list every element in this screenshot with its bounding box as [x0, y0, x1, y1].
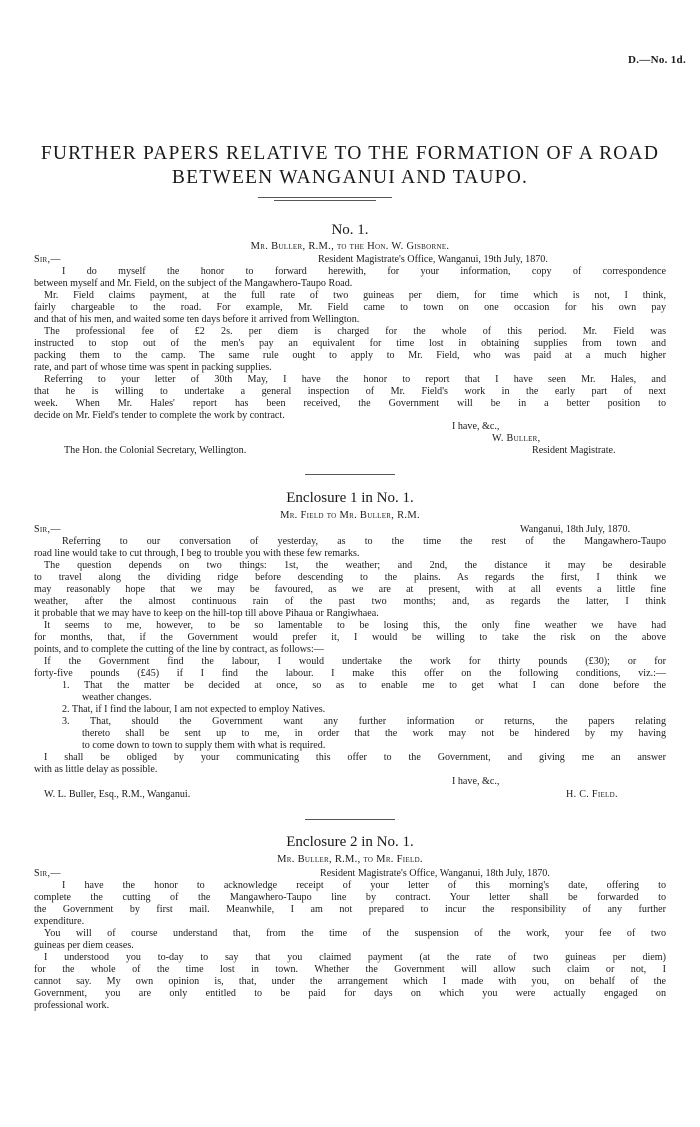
enclosure1-condition: 3. That, should the Government want any further information or returns, the papers relating: [62, 716, 666, 727]
enclosure1-condition: 2. That, if I find the labour, I am not expected to employ Natives.: [62, 704, 326, 715]
letter1-line: between myself and Mr. Field, on the subject of the Mangawhero-Taupo Road.: [34, 278, 353, 289]
title-divider: [258, 197, 392, 198]
letter1-line: and that of his men, and waited some ten days before it arrived from Wellington.: [34, 314, 360, 325]
enclosure1-signature: H. C. Field.: [566, 789, 618, 800]
enclosure1-line: It seems to me, however, to be so lamentable to be losing this, the only fine weather we have had: [44, 620, 666, 631]
enclosure2-heading: Enclosure 2 in No. 1.: [286, 834, 414, 850]
enclosure1-dateline: Wanganui, 18th July, 1870.: [520, 524, 631, 535]
enclosure1-subheading: Mr. Field to Mr. Buller, R.M.: [280, 510, 420, 521]
enclosure2-dateline: Resident Magistrate's Office, Wanganui, 18th July, 1870.: [320, 868, 550, 879]
enclosure2-line: for the whole of the time lost in town. Whether the Government will allow such claim or not, I: [34, 964, 666, 975]
letter1-subheading: Mr. Buller, R.M., to the Hon. W. Gisborne.: [250, 241, 450, 252]
enclosure2-line: guineas per diem ceases.: [34, 940, 134, 951]
enclosure1-line: points, and to complete the cutting of the line by contract, as follows:—: [34, 644, 324, 655]
letter1-heading: No. 1.: [331, 222, 369, 238]
enclosure2-line: the Government by first mail. Meanwhile, I am not prepared to incur the responsibility of any further: [34, 904, 666, 915]
enclosure2-line: professional work.: [34, 1000, 110, 1011]
enclosure2-line: complete the cutting of the Mangawhero-Taupo line by contract. Your letter shall be forwarded to: [34, 892, 666, 903]
enclosure1-addressee: W. L. Buller, Esq., R.M., Wanganui.: [44, 789, 191, 800]
enclosure1-heading: Enclosure 1 in No. 1.: [286, 490, 414, 506]
letter1-signature: W. Buller,: [492, 433, 541, 444]
enclosure2-salutation: Sir,—: [34, 868, 61, 879]
document-title-line-1: FURTHER PAPERS RELATIVE TO THE FORMATION OF A ROAD: [40, 143, 660, 164]
letter1-line: decide on Mr. Field's tender to complete the work by contract.: [34, 410, 285, 421]
enclosure1-condition-cont: thereto shall be sent up to me, in order that the work may not be hindered by my having: [82, 728, 666, 739]
letter1-line: I do myself the honor to forward herewith, for your information, copy of correspondence: [62, 266, 666, 277]
section-divider: [305, 474, 395, 475]
enclosure1-condition-cont: to come down to town to supply them with what is required.: [82, 740, 326, 751]
letter1-closing: I have, &c.,: [452, 421, 500, 432]
letter1-signature-title: Resident Magistrate.: [532, 445, 616, 456]
enclosure1-line: forty-five pounds (£45) if I find the labour. I make this offer on the following conditions, viz.:—: [34, 668, 666, 679]
enclosure1-line: for months, that, if the Government would prefer it, I would be willing to take the risk on the above: [34, 632, 666, 643]
enclosure1-line: it probable that we may have to keep on the hill-top till above Pihaua or Rangiwhaea.: [34, 608, 379, 619]
document-reference: D.—No. 1d.: [627, 54, 686, 66]
letter1-line: instructed to stop out of the men's pay an equivalent for time lost in obtaining supplies from town and: [34, 338, 666, 349]
letter1-line: Referring to your letter of 30th May, I have the honor to report that I have seen Mr. Hales, and: [44, 374, 666, 385]
enclosure2-line: I have the honor to acknowledge receipt of your letter of this morning's date, offering to: [62, 880, 666, 891]
enclosure1-condition: 1. That the matter be decided at once, so as to enable me to get what I can done before the: [62, 680, 666, 691]
letter1-addressee: The Hon. the Colonial Secretary, Wellington.: [64, 445, 247, 456]
title-divider-short: [274, 200, 376, 201]
enclosure1-line: If the Government find the labour, I would undertake the work for thirty pounds (£30); or for: [44, 656, 666, 667]
enclosure2-subheading: Mr. Buller, R.M., to Mr. Field.: [277, 854, 423, 865]
document-title-line-2: BETWEEN WANGANUI AND TAUPO.: [171, 167, 529, 188]
section-divider: [305, 819, 395, 820]
enclosure2-line: expenditure.: [34, 916, 85, 927]
letter1-line: fairly chargeable to the road. For example, Mr. Field came to town on one occasion for his own pay: [34, 302, 666, 313]
enclosure1-line: I shall be obliged by your communicating this offer to the Government, and giving me an answer: [44, 752, 666, 763]
enclosure1-salutation: Sir,—: [34, 524, 61, 535]
letter1-line: that he is willing to undertake a general inspection of Mr. Field's work in the early part of next: [34, 386, 666, 397]
enclosure1-line: to travel along the dividing ridge before descending to the plains. As regards the first, I think we: [34, 572, 666, 583]
enclosure2-line: Government, you are only entitled to be paid for days on which you were actually engaged on: [34, 988, 666, 999]
enclosure1-line: road line would take to cut through, I beg to trouble you with these few remarks.: [34, 548, 360, 559]
enclosure2-line: cannot say. My own opinion is, that, under the arrangement which I made with you, on behalf of the: [34, 976, 666, 987]
letter1-line: packing them to the camp. The same rule ought to apply to Mr. Field, who was paid at a much higher: [34, 350, 666, 361]
enclosure1-condition-cont: weather changes.: [82, 692, 152, 703]
letter1-line: week. When Mr. Hales' report has been received, the Government will be in a better position to: [34, 398, 666, 409]
enclosure1-line: with as little delay as possible.: [34, 764, 158, 775]
letter1-salutation: Sir,—: [34, 254, 61, 265]
enclosure2-line: I understood you to-day to say that you claimed payment (at the rate of two guineas per diem): [44, 952, 666, 963]
letter1-line: rate, and part of whose time was spent in packing supplies.: [34, 362, 272, 373]
enclosure1-closing: I have, &c.,: [452, 776, 500, 787]
letter1-line: Mr. Field claims payment, at the full rate of two guineas per diem, for time which is not, I think,: [44, 290, 666, 301]
enclosure1-line: Referring to our conversation of yesterday, as to the time the rest of the Mangawhero-Taupo: [62, 536, 666, 547]
enclosure2-line: You will of course understand that, from the time of the suspension of the work, your fee of two: [44, 928, 666, 939]
letter1-dateline: Resident Magistrate's Office, Wanganui, 19th July, 1870.: [318, 254, 548, 265]
letter1-line: The professional fee of £2 2s. per diem is charged for the whole of this period. Mr. Field was: [44, 326, 666, 337]
enclosure1-line: weather, after the almost continuous rain of the past two months; and, as regards the latter, I think: [34, 596, 666, 607]
enclosure1-line: The question depends on two things: 1st, the weather; and 2nd, the distance it may be desirable: [44, 560, 666, 571]
enclosure1-line: may reasonably hope that we may be favoured, as we are at present, with at all events a little fine: [34, 584, 666, 595]
